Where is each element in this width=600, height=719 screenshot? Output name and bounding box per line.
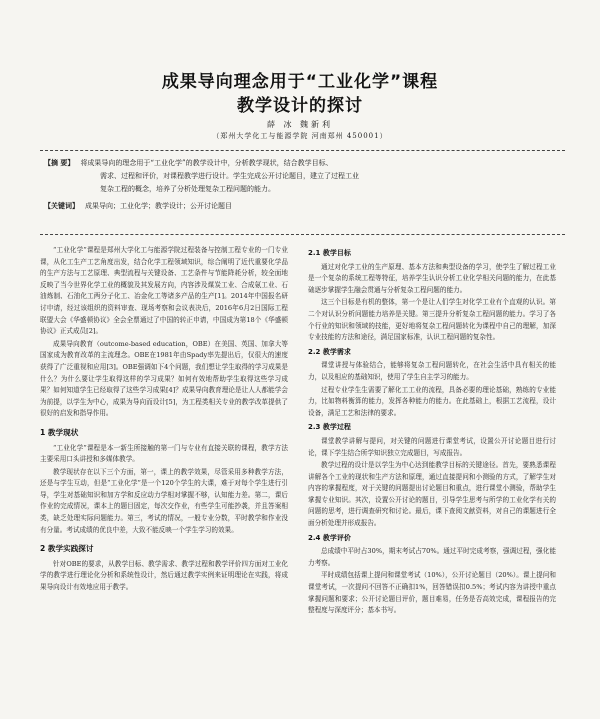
abstract-box xyxy=(40,150,565,235)
left-paragraph-4: 教学现状存在以下三个方面，第一，课上的教学效果，尽管采用多种教学方法，还是与学生互动，但是“工业化学”是一个120个学生的大课，难于对每个学生进行引导，学生对基础知识和加方学和反应动力学相对掌握不够，认知能力差。第二，课后作业的完成情况，课本上的题目固定，每次交作业，有些学生可能抄袭，并且答案相类，缺乏处理实际问题能力。第三，考试的情况，一般专业分数，平时教学和作业没有分量。考试成绩的优良中差，大致不能反映一个学生学习的效果。 xyxy=(40,467,288,534)
title-line-2: 教学设计的探讨 xyxy=(237,96,363,116)
left-paragraph-3: “工业化学”课程是本一新生所接触的第一门与专业有直接关联的课程，教学方法主要采用口头讲授和多媒体教学。 xyxy=(40,443,288,464)
subsection-heading-2-2: 2.2 教学需求 xyxy=(308,347,351,356)
subsection-heading-2-1: 2.1 教学目标 xyxy=(308,249,351,257)
right-paragraph-6: 教学过程的设计是以学生为中心达到能教学目标的关键途径。首先，要熟悉课程讲解各个工业的现状和生产方法和原理，通过直接提问和小测验的方式，了解学生对内容的掌握程度，对于关键的问题提出讨论题目和重点，进行课堂小测验，帮助学生掌握专业知识。其次，设置公开讨论的题目，引导学生思考与所学的工业化学有关的问题的思考，进行调查研究和讨论。最后，课下查阅文献资料，对自己的课题进行全面分析处理并形成报告。 xyxy=(308,461,556,528)
right-paragraph-2: 这三个目标是有机的整体，第一个是让人们学生对化学工业有个直观的认识。第二个对认识分析问题能力培养是关键。第三提升分析复杂工程问题的能力。学习了各个行业的知识和领域的技能，更好地将复杂工程问题转化为课程中自己的理解，加深专业技能的方法和途径，满足国家标准，认识工程问题的复杂性。 xyxy=(308,298,556,342)
authors: 薛 冰 魏新利 xyxy=(266,120,334,129)
abstract-line-2: 需求、过程和评价，对课程教学进行设计。学生完成公开讨论题目，建立了过程工业 xyxy=(100,172,359,180)
section-heading-2: 2 教学实践探讨 xyxy=(40,544,94,554)
left-paragraph-5: 针对OBE的要求，从教学目标、教学需求、教学过程和教学评价四方面对工业化学的教学进行理论化分析和系统性设计，然后通过教学实例来证明理论在实践，将成果导向设计有效地应用于教学。 xyxy=(40,559,288,592)
right-paragraph-8: 平时成绩包括课上提问和课堂考试（10%），公开讨论题目（20%）。课上提问和课堂考试，一次提问不回答不正确扣1%，回答错误扣0.5%；考试内容为讲授中重点掌握问题和要求；公开讨论题目评价，题目难易，任务是否高效完成，课程报告的完整程度与深度评分；基本书写。 xyxy=(308,571,556,615)
abstract-block xyxy=(44,157,561,196)
title-line-1: 成果导向理念用于“工业化学”课程 xyxy=(161,72,439,92)
left-paragraph-1: “工业化学”课程是郑州大学化工与能源学院过程装备与控制工程专业的一门专业课，从化工生产工艺角度出发，结合化学工程领域知识，综合阐明了近代重要化学品的生产方法与工艺原理、典型流程与关键设备、工艺条件与节能降耗分析，较全面地反映了当今世界化学工业的概貌及其发展方向，内容涉及煤炭工业、合成氨工业、石油炼制、石油化工两分子化工、冶金化工等诸多产品的生产[1]。2014年中国报名研讨申请，经过该组织的资料审查、现场考察和会议表决后，2016年6月2日国际工程联盟大会《华盛顿协议》全会全票通过了中国的转正申请，中国成为第18个《华盛顿协议》正式成员[2]。 xyxy=(40,246,288,336)
abstract-label: 【摘 要】 xyxy=(44,159,75,167)
section-heading-1: 1 教学现状 xyxy=(40,427,79,437)
right-column xyxy=(308,245,556,618)
keywords-text: 成果导向；工业化学；教学设计；公开讨论题目 xyxy=(85,202,232,210)
left-paragraph-2: 成果导向教育（outcome-based education，OBE）在美国、英国、加拿大等国家成为教育改革的主流理念。OBE在1981年由Spady率先提出后，仅很大的速度获得了广泛重视和应用[3]。OBE强调如下4个问题，我们想让学生取得的学习成果是什么？为什么要让学生取得这样的学习成果？如何有效地帮助学生取得这些学习成果？如何知道学生已经取得了这些学习成果[4]？成果导向教育理论是让人人都能学会为前提，以学生为中心，成果为导向而设计[5]，为工程类相关专业的教学改革提供了很好的启发和指导作用。 xyxy=(40,339,288,418)
abstract-line-3: 复杂工程的概念，培养了分析处理复杂工程问题的能力。 xyxy=(100,185,275,193)
right-paragraph-4: 过程专业学生生需要了解化工工业的流程，具备必要的理论基础，熟练的专业能力，比如物料衡算的能力，发挥各种能力的能力。在此基础上，根据工艺流程，设计设备，满足工艺和法律的要求。 xyxy=(308,385,556,417)
right-paragraph-7: 总成绩中平时占30%，期末考试占70%。通过平时完成考察，强调过程，强化能力考察。 xyxy=(308,547,556,567)
subsection-heading-2-4: 2.4 教学评价 xyxy=(308,533,351,542)
right-paragraph-1: 通过对化学工业的生产原理、基本方法和典型设备的学习，使学生了解过程工业是一个复杂的系统工程等特征，培养学生认识分析工业化学相关问题的能力，在此基础逐步掌握学生融会贯通与分析复杂工程问题的能力。 xyxy=(308,262,556,294)
keywords-block xyxy=(44,200,561,213)
right-paragraph-5: 课堂教学讲解与提问，对关键的问题进行课堂考试，设置公开讨论题目进行讨论，课下学生结合所学知识独立完成题目，写成报告。 xyxy=(308,436,556,457)
affiliation: （郑州大学化工与能源学院 河南郑州 450001） xyxy=(212,132,388,140)
subsection-heading-2-3: 2.3 教学过程 xyxy=(308,423,351,432)
left-column xyxy=(40,245,288,595)
keywords-label: 【关键词】 xyxy=(44,202,79,210)
right-paragraph-3: 课堂讲授与体验结合，能够将复杂工程问题转化，在社会生活中具有相关的能力，以及相应的基础知识，使用了学生自主学习的能力。 xyxy=(308,361,556,381)
abstract-line-1: 将成果导向的理念用于“工业化学”的教学设计中，分析教学现状，结合教学目标、 xyxy=(80,159,333,167)
